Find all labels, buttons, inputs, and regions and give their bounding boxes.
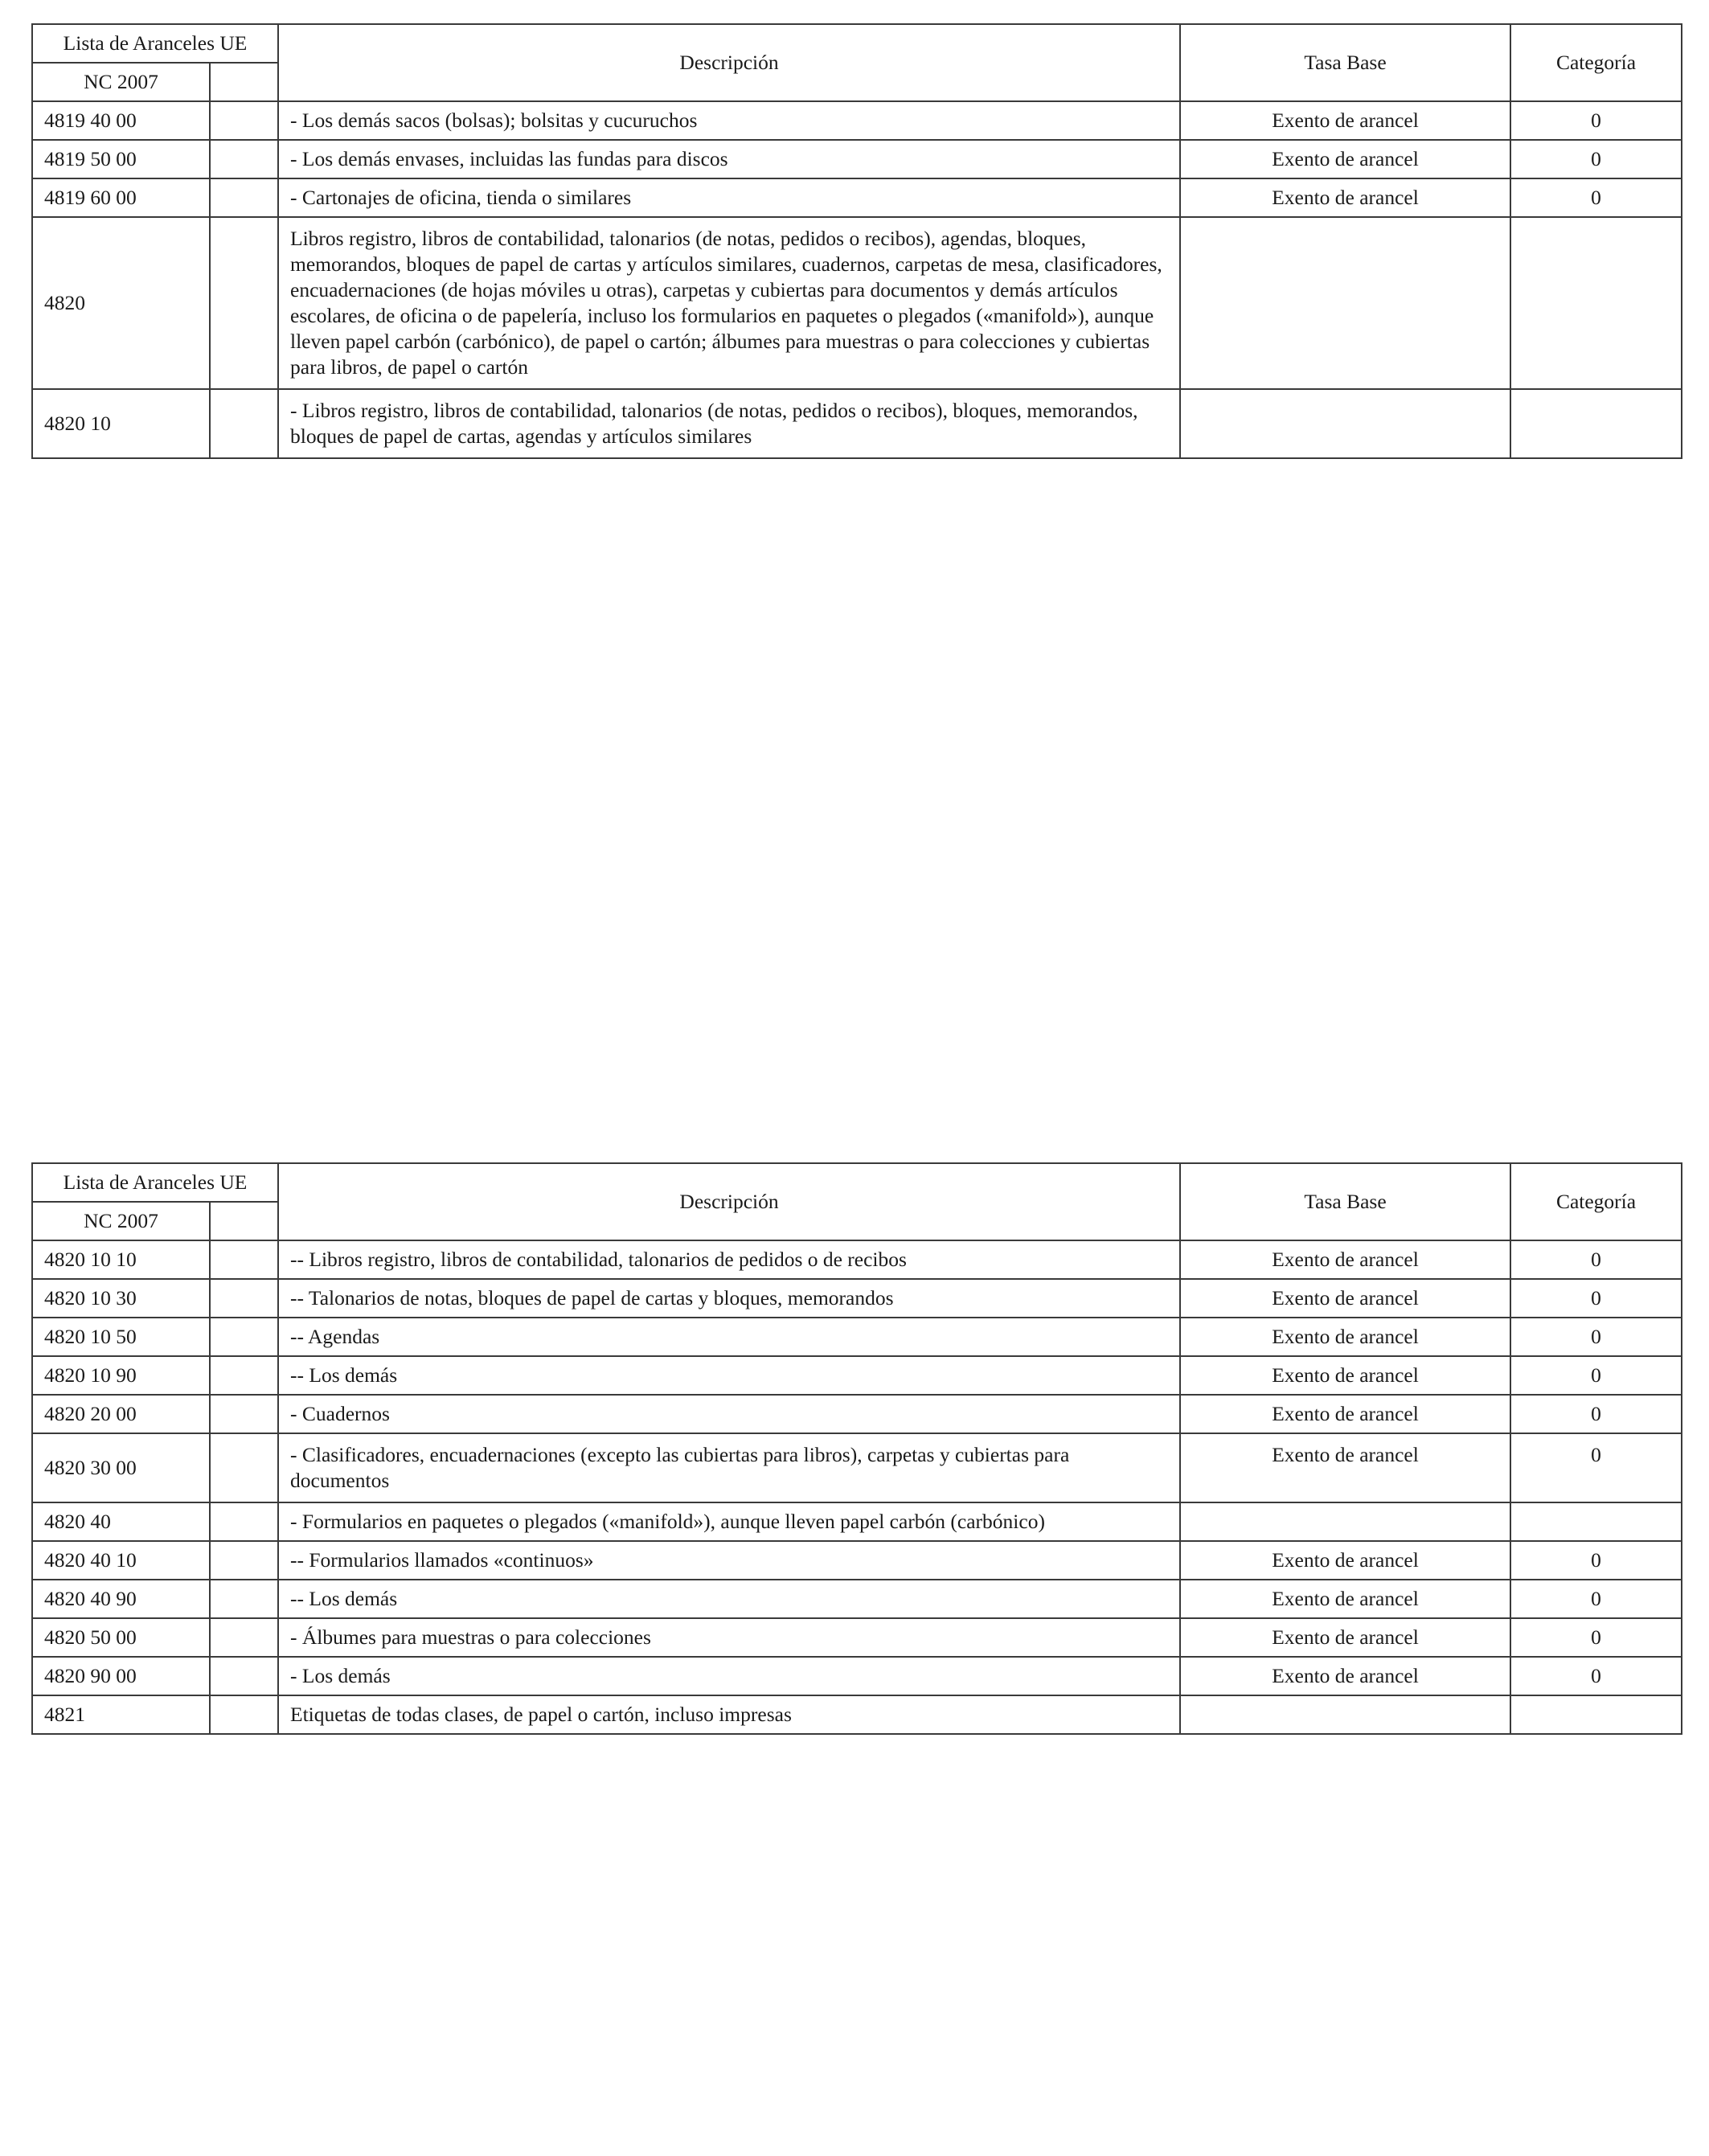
cell-empty: [210, 1580, 278, 1618]
cell-code: 4819 40 00: [32, 101, 210, 140]
cell-tasa-base: Exento de arancel: [1180, 1318, 1510, 1356]
cell-description: Etiquetas de todas clases, de papel o cartón, incluso impresas: [278, 1695, 1180, 1734]
cell-code: 4820 10 50: [32, 1318, 210, 1356]
cell-empty: [210, 178, 278, 217]
cell-code: 4821: [32, 1695, 210, 1734]
table-header-row: [32, 24, 1682, 63]
cell-description: - Cuadernos: [278, 1395, 1180, 1433]
cell-description: - Clasificadores, encuadernaciones (excepto las cubiertas para libros), carpetas y cubiertas para documentos: [278, 1433, 1180, 1502]
cell-categoria: 0: [1510, 178, 1682, 217]
cell-code: 4819 60 00: [32, 178, 210, 217]
cell-description: -- Talonarios de notas, bloques de papel de cartas y bloques, memorandos: [278, 1279, 1180, 1318]
cell-tasa-base: Exento de arancel: [1180, 1395, 1510, 1433]
tariff-table-1: [31, 23, 1682, 459]
table-row: [32, 1279, 1682, 1318]
cell-empty: [210, 389, 278, 458]
cell-categoria: 0: [1510, 1395, 1682, 1433]
table-row: [32, 101, 1682, 140]
header-empty-cell: [210, 63, 278, 101]
cell-code: 4820 50 00: [32, 1618, 210, 1657]
cell-tasa-base: Exento de arancel: [1180, 1240, 1510, 1279]
cell-categoria: 0: [1510, 1541, 1682, 1580]
cell-empty: [210, 1395, 278, 1433]
table-row: [32, 178, 1682, 217]
cell-empty: [210, 140, 278, 178]
cell-description: Libros registro, libros de contabilidad, talonarios (de notas, pedidos o recibos), agendas, bloques, memorandos, bloques de papel de cartas y artículos similares, cuadernos, carpetas de mesa, clasificadores, encuadernaciones (de hojas móviles u otras), carpetas y cubiertas para documentos y demás artículos escolares, de oficina o de papelería, incluso los formularios en paquetes o plegados («manifold»), aunque lleven papel carbón (carbónico), de papel o cartón; álbumes para muestras o para colecciones y cubiertas para libros, de papel o cartón: [278, 217, 1180, 389]
cell-code: 4820 10: [32, 389, 210, 458]
table-header-row: [32, 1163, 1682, 1202]
cell-description: -- Libros registro, libros de contabilidad, talonarios de pedidos o de recibos: [278, 1240, 1180, 1279]
cell-tasa-base: Exento de arancel: [1180, 1618, 1510, 1657]
header-nc-2007: NC 2007: [32, 63, 210, 101]
table-row: [32, 1240, 1682, 1279]
cell-description: -- Los demás: [278, 1580, 1180, 1618]
cell-categoria: 0: [1510, 1580, 1682, 1618]
cell-description: -- Formularios llamados «continuos»: [278, 1541, 1180, 1580]
cell-empty: [210, 1433, 278, 1502]
table-row: [32, 1395, 1682, 1433]
cell-empty: [210, 1240, 278, 1279]
cell-description: - Formularios en paquetes o plegados («manifold»), aunque lleven papel carbón (carbónico): [278, 1502, 1180, 1541]
cell-code: 4820 40: [32, 1502, 210, 1541]
table-row: [32, 1433, 1682, 1502]
cell-description: - Los demás: [278, 1657, 1180, 1695]
cell-tasa-base: Exento de arancel: [1180, 1356, 1510, 1395]
cell-tasa-base: Exento de arancel: [1180, 1657, 1510, 1695]
cell-categoria: [1510, 1695, 1682, 1734]
cell-categoria: 0: [1510, 1618, 1682, 1657]
cell-code: 4820 20 00: [32, 1395, 210, 1433]
header-categoria: Categoría: [1510, 1163, 1682, 1240]
cell-empty: [210, 1657, 278, 1695]
cell-empty: [210, 1356, 278, 1395]
cell-code: 4820 10 30: [32, 1279, 210, 1318]
cell-code: 4820: [32, 217, 210, 389]
cell-empty: [210, 101, 278, 140]
table-row: [32, 1657, 1682, 1695]
cell-categoria: [1510, 1502, 1682, 1541]
cell-code: 4819 50 00: [32, 140, 210, 178]
header-categoria: Categoría: [1510, 24, 1682, 101]
cell-empty: [210, 1695, 278, 1734]
cell-tasa-base: [1180, 1502, 1510, 1541]
table-row: [32, 1618, 1682, 1657]
table-row: [32, 1318, 1682, 1356]
cell-tasa-base: Exento de arancel: [1180, 1279, 1510, 1318]
cell-tasa-base: [1180, 217, 1510, 389]
cell-description: -- Agendas: [278, 1318, 1180, 1356]
header-empty-cell: [210, 1202, 278, 1240]
cell-code: 4820 10 10: [32, 1240, 210, 1279]
table-row: [32, 1356, 1682, 1395]
table-row: [32, 1695, 1682, 1734]
cell-categoria: 0: [1510, 1433, 1682, 1502]
cell-tasa-base: Exento de arancel: [1180, 140, 1510, 178]
table-row: [32, 389, 1682, 458]
cell-categoria: [1510, 217, 1682, 389]
header-lista-aranceles: Lista de Aranceles UE: [32, 1163, 278, 1202]
cell-categoria: 0: [1510, 1279, 1682, 1318]
cell-categoria: 0: [1510, 1657, 1682, 1695]
cell-tasa-base: [1180, 389, 1510, 458]
cell-tasa-base: Exento de arancel: [1180, 1580, 1510, 1618]
table-row: [32, 217, 1682, 389]
cell-description: - Los demás sacos (bolsas); bolsitas y cucuruchos: [278, 101, 1180, 140]
cell-tasa-base: Exento de arancel: [1180, 1541, 1510, 1580]
cell-description: - Los demás envases, incluidas las fundas para discos: [278, 140, 1180, 178]
cell-categoria: 0: [1510, 101, 1682, 140]
cell-empty: [210, 1318, 278, 1356]
cell-empty: [210, 1279, 278, 1318]
tariff-table-2: [31, 1162, 1682, 1735]
header-descripcion: Descripción: [278, 1163, 1180, 1240]
cell-categoria: 0: [1510, 140, 1682, 178]
cell-code: 4820 90 00: [32, 1657, 210, 1695]
cell-description: -- Los demás: [278, 1356, 1180, 1395]
cell-description: - Cartonajes de oficina, tienda o similares: [278, 178, 1180, 217]
header-descripcion: Descripción: [278, 24, 1180, 101]
cell-description: - Álbumes para muestras o para colecciones: [278, 1618, 1180, 1657]
cell-categoria: 0: [1510, 1356, 1682, 1395]
cell-categoria: 0: [1510, 1318, 1682, 1356]
cell-code: 4820 30 00: [32, 1433, 210, 1502]
header-lista-aranceles: Lista de Aranceles UE: [32, 24, 278, 63]
cell-tasa-base: [1180, 1695, 1510, 1734]
cell-code: 4820 10 90: [32, 1356, 210, 1395]
cell-categoria: 0: [1510, 1240, 1682, 1279]
cell-empty: [210, 217, 278, 389]
cell-empty: [210, 1618, 278, 1657]
cell-tasa-base: Exento de arancel: [1180, 101, 1510, 140]
header-nc-2007: NC 2007: [32, 1202, 210, 1240]
table-row: [32, 140, 1682, 178]
header-tasa-base: Tasa Base: [1180, 24, 1510, 101]
cell-empty: [210, 1502, 278, 1541]
cell-code: 4820 40 90: [32, 1580, 210, 1618]
table-row: [32, 1502, 1682, 1541]
cell-code: 4820 40 10: [32, 1541, 210, 1580]
table-row: [32, 1541, 1682, 1580]
cell-empty: [210, 1541, 278, 1580]
cell-categoria: [1510, 389, 1682, 458]
cell-tasa-base: Exento de arancel: [1180, 1433, 1510, 1502]
table-row: [32, 1580, 1682, 1618]
cell-description: - Libros registro, libros de contabilidad, talonarios (de notas, pedidos o recibos), bloques, memorandos, bloques de papel de cartas, agendas y artículos similares: [278, 389, 1180, 458]
cell-tasa-base: Exento de arancel: [1180, 178, 1510, 217]
header-tasa-base: Tasa Base: [1180, 1163, 1510, 1240]
